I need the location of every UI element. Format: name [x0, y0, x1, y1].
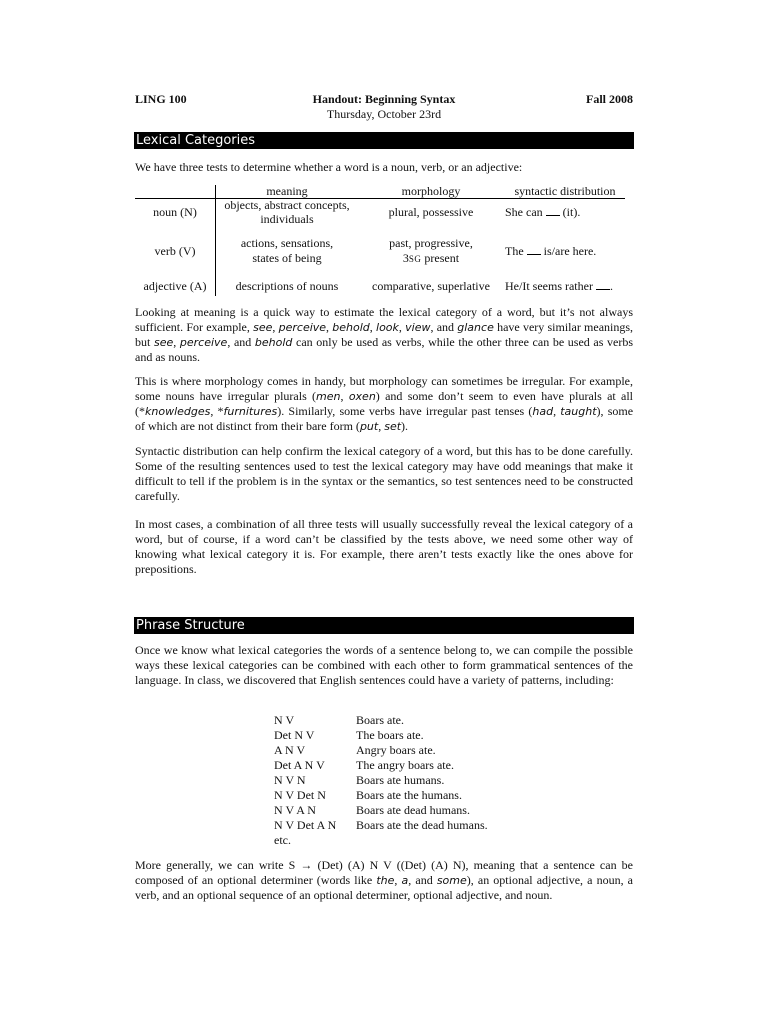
example-word: the — [376, 874, 395, 887]
example-sentence: Boars ate humans. — [356, 773, 445, 787]
section-heading-lexical-categories: Lexical Categories — [134, 132, 634, 149]
example-word: perceive — [278, 321, 327, 334]
noun-meaning-line1: objects, abstract concepts, — [224, 198, 350, 212]
column-header-morphology: morphology — [401, 184, 461, 198]
noun-morphology: plural, possessive — [388, 205, 474, 219]
example-sentence: Boars ate the humans. — [356, 788, 462, 802]
text: have very similar meanings, but — [135, 320, 634, 349]
list-item — [274, 758, 514, 773]
example-sentence: The angry boars ate. — [356, 758, 454, 772]
page-header — [135, 92, 633, 124]
text: ) and some don’t seem to even have plurals at all (* — [135, 389, 634, 418]
pattern: N V — [274, 713, 295, 727]
example-word: behold — [254, 336, 293, 349]
list-item — [274, 773, 514, 788]
pattern: Det A N V — [274, 758, 325, 772]
example-word: some — [436, 874, 467, 887]
example-word: knowledges — [145, 405, 211, 418]
example-word: a — [401, 874, 409, 887]
blank-line — [546, 205, 560, 216]
paragraph-phrase-structure: Once we know what lexical categories the words of a sentence belong to, we can compile the possible ways these lexical categories can be combined with each other to form grammatical sentences of the language. In class, we discovered that English sentences could have a variety of patterns, including: — [135, 643, 633, 687]
blank-line — [527, 244, 541, 255]
pattern: N V Det A N — [274, 818, 337, 832]
verb-morph-num: 3 — [402, 251, 409, 265]
table-vertical-rule — [215, 185, 216, 296]
example-word: glance — [457, 321, 494, 334]
adjective-syn-post: . — [609, 279, 613, 293]
list-item — [274, 788, 514, 803]
example-word: behold — [332, 321, 370, 334]
row-label-verb: verb (V) — [154, 244, 196, 258]
list-item — [274, 803, 514, 818]
pattern: etc. — [274, 833, 291, 847]
tests-table — [135, 183, 625, 295]
text: This is where morphology comes in handy, but morphology can sometimes be irregular. For example, some nouns have irregular plurals ( — [135, 374, 633, 403]
example-word: men — [316, 390, 341, 403]
pattern: N V N — [274, 773, 306, 787]
example-word: perceive — [179, 336, 228, 349]
paragraph-general-rule: More generally, we can write S → (Det) (A) N V ((Det) (A) N), meaning that a sentence can be composed of an optional determiner (words like the, a, and some), an optional adjective, a noun, a verb, and an optional sequence of an optional determiner, optional adjective, and noun. — [135, 858, 634, 902]
example-word: see — [153, 336, 174, 349]
verb-syn-post: is/are here. — [543, 244, 597, 258]
adjective-morphology: comparative, superlative — [372, 279, 490, 293]
verb-syn-pre: The — [505, 244, 524, 258]
example-sentence: Boars ate the dead humans. — [356, 818, 488, 832]
list-item — [274, 713, 514, 728]
example-word: furnitures — [223, 405, 278, 418]
verb-morphology — [361, 236, 501, 267]
adjective-syntactic-distribution — [505, 279, 625, 294]
verb-meaning — [217, 236, 357, 266]
list-item — [274, 833, 514, 848]
example-word: set — [384, 420, 402, 433]
example-word: view — [405, 321, 431, 334]
example-sentence: The boars ate. — [356, 728, 424, 742]
text: ). — [401, 419, 409, 433]
list-item — [274, 818, 514, 833]
handout-title: Handout: Beginning Syntax — [312, 92, 456, 106]
intro-paragraph: We have three tests to determine whether a word is a noun, verb, or an adjective: — [135, 160, 523, 174]
example-word: oxen — [348, 390, 376, 403]
section-heading-phrase-structure: Phrase Structure — [134, 617, 634, 634]
verb-morph-line1: past, progressive, — [389, 236, 473, 250]
paragraph-morphology: This is where morphology comes in handy, but morphology can sometimes be irregular. For example, some nouns have irregular plurals (men, oxen) and some don’t seem to even have plurals at all (*knowledges, *furnitures). Similarly, some verbs have irregular past tenses (had, taught), some of which are not distinct from their bare form (put, set). — [135, 374, 634, 433]
text: More generally, we can write S → (Det) (A) N V ((Det) (A) N), meaning that a sentence can be composed of an optional determiner (words like — [135, 858, 633, 887]
example-word: look — [376, 321, 399, 334]
pattern: Det N V — [274, 728, 315, 742]
text: can only be used as verbs, while the other three can be used as verbs and as nouns. — [135, 335, 634, 364]
row-label-noun: noun (N) — [153, 205, 197, 219]
paragraph-syntactic-distribution: Syntactic distribution can help confirm the lexical category of a word, but this has to be done carefully. Some of the resulting sentences used to test the lexical category may have odd meanings that make it difficult to tell if the problem is in the syntax or the semantics, so test sentences need to be constructed carefully. — [135, 444, 633, 503]
noun-meaning — [217, 198, 357, 226]
noun-syn-pre: She can — [505, 205, 543, 219]
example-sentence: Angry boars ate. — [356, 743, 436, 757]
text: Looking at meaning is a quick way to estimate the lexical category of a word, but it’s not always sufficient. For example, — [135, 305, 633, 334]
verb-meaning-line1: actions, sensations, — [240, 236, 334, 250]
column-header-meaning: meaning — [266, 184, 308, 198]
noun-syn-post: (it). — [562, 205, 581, 219]
example-word: see — [253, 321, 273, 334]
noun-syntactic-distribution — [505, 205, 625, 220]
example-sentence: Boars ate. — [356, 713, 404, 727]
example-word: taught — [560, 405, 597, 418]
paragraph-meaning: Looking at meaning is a quick way to estimate the lexical category of a word, but it’s not always sufficient. For example, see, perceive, behold, look, view, and glance have very similar meanings, but see, perceive, and behold can only be used as verbs, while the other three can be used as verbs and as nouns. — [135, 305, 634, 364]
adjective-syn-pre: He/It seems rather — [505, 279, 593, 293]
verb-morph-post: present — [421, 251, 460, 265]
list-item — [274, 728, 514, 743]
example-word: had — [532, 405, 554, 418]
sentence-patterns-list — [274, 713, 514, 848]
handout-date: Thursday, October 23rd — [326, 107, 442, 121]
term: Fall 2008 — [586, 92, 633, 106]
pattern: A N V — [274, 743, 306, 757]
course-code: LING 100 — [135, 92, 187, 106]
pattern: N V Det N — [274, 788, 326, 802]
verb-morph-sg: SG — [408, 254, 422, 264]
blank-line — [596, 279, 610, 290]
text: ), some of which are not distinct from their bare form ( — [135, 404, 634, 433]
paragraph-combination: In most cases, a combination of all three tests will usually successfully reveal the lexical category of a word, but of course, if a word can’t be classified by the tests above, we need some other way of knowing what lexical category it is. For example, there aren’t tests exactly like the ones above for prepositions. — [135, 517, 633, 576]
verb-syntactic-distribution — [505, 244, 625, 259]
row-label-adjective: adjective (A) — [143, 279, 207, 293]
text: ). Similarly, some verbs have irregular past tenses ( — [277, 404, 533, 418]
pattern: N V A N — [274, 803, 316, 817]
verb-meaning-line2: states of being — [252, 251, 322, 265]
adjective-meaning: descriptions of nouns — [235, 279, 339, 293]
list-item — [274, 743, 514, 758]
column-header-syntactic-distribution: syntactic distribution — [514, 184, 616, 198]
example-sentence: Boars ate dead humans. — [356, 803, 470, 817]
noun-meaning-line2: individuals — [260, 212, 314, 226]
text: ), an optional adjective, a noun, a verb, and an optional sequence of an optional determiner, optional adjective, and noun. — [135, 873, 634, 902]
header-center — [135, 92, 633, 122]
example-word: put — [359, 420, 379, 433]
